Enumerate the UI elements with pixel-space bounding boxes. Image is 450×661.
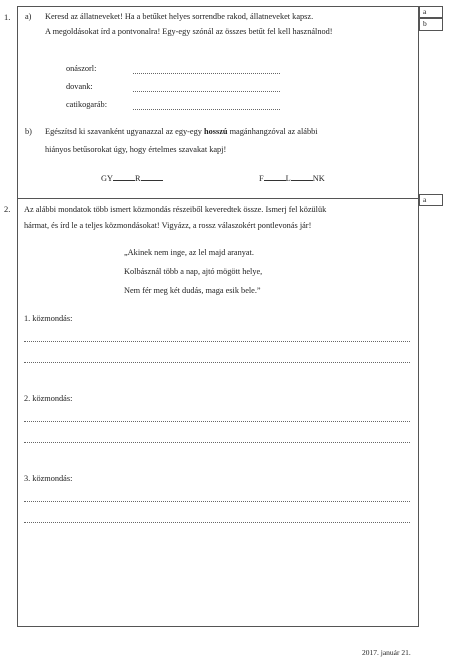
proverb-label-1: 1. közmondás: — [24, 314, 73, 323]
answer-line-1[interactable] — [133, 73, 280, 74]
proverb-label-3: 3. közmondás: — [24, 474, 73, 483]
score-box-1a[interactable]: a — [419, 6, 443, 18]
proverb-answer-line[interactable] — [24, 442, 410, 443]
proverb-answer-line[interactable] — [24, 501, 410, 502]
score-box-1b[interactable]: b — [419, 18, 443, 31]
proverb-answer-line[interactable] — [24, 362, 410, 363]
answer-line-3[interactable] — [133, 109, 280, 110]
answer-line-2[interactable] — [133, 91, 280, 92]
task1-number: 1. — [4, 12, 11, 22]
blank-slot[interactable] — [113, 172, 135, 181]
blank-slot[interactable] — [141, 172, 163, 181]
proverb-answer-line[interactable] — [24, 522, 410, 523]
scramble-label-2: dovank: — [66, 82, 93, 91]
score-box-2a[interactable]: a — [419, 194, 443, 206]
task1a-instruction-1: Keresd az állatneveket! Ha a betűket helyes sorrendbe rakod, állatneveket kapsz. — [45, 12, 314, 21]
quote-line-2: Kolbásznál több a nap, ajtó mögött helye, — [124, 267, 263, 276]
fill-word-1: GY R — [101, 172, 163, 185]
scramble-label-1: onászorl: — [66, 64, 97, 73]
scramble-label-3: catikogaráb: — [66, 100, 108, 109]
quote-line-3: Nem fér meg két dudás, maga esik bele.” — [124, 286, 261, 295]
proverb-answer-line[interactable] — [24, 421, 410, 422]
quote-line-1: „Akinek nem inge, az lel majd aranyat. — [124, 248, 254, 257]
task1a-marker: a) — [25, 12, 32, 21]
task1a-instruction-2: A megoldásokat írd a pontvonalra! Egy-egy szónál az összes betűt fel kell használnod! — [45, 27, 333, 36]
proverb-answer-line[interactable] — [24, 341, 410, 342]
fill-word-2: F L NK — [259, 174, 325, 183]
task1b-instruction-1: Egészítsd ki szavanként ugyanazzal az egy-egy hosszú magánhangzóval az alábbi — [45, 127, 318, 136]
task1b-instruction-2: hiányos betűsorokat úgy, hogy értelmes szavakat kapj! — [45, 145, 227, 154]
blank-slot[interactable] — [291, 172, 313, 181]
blank-slot[interactable] — [264, 172, 286, 181]
footer-date: 2017. január 21. — [362, 648, 411, 657]
task2-instruction-1: Az alábbi mondatok több ismert közmondás részeiből keveredtek össze. Ismerj fel közülük — [24, 205, 327, 214]
task2-instruction-2: hármat, és írd le a teljes közmondásokat! Vigyázz, a rossz válaszokért pontlevonás jár! — [24, 221, 312, 230]
proverb-label-2: 2. közmondás: — [24, 394, 73, 403]
task-separator — [18, 198, 418, 199]
task1b-marker: b) — [25, 127, 32, 136]
task2-number: 2. — [4, 204, 11, 214]
